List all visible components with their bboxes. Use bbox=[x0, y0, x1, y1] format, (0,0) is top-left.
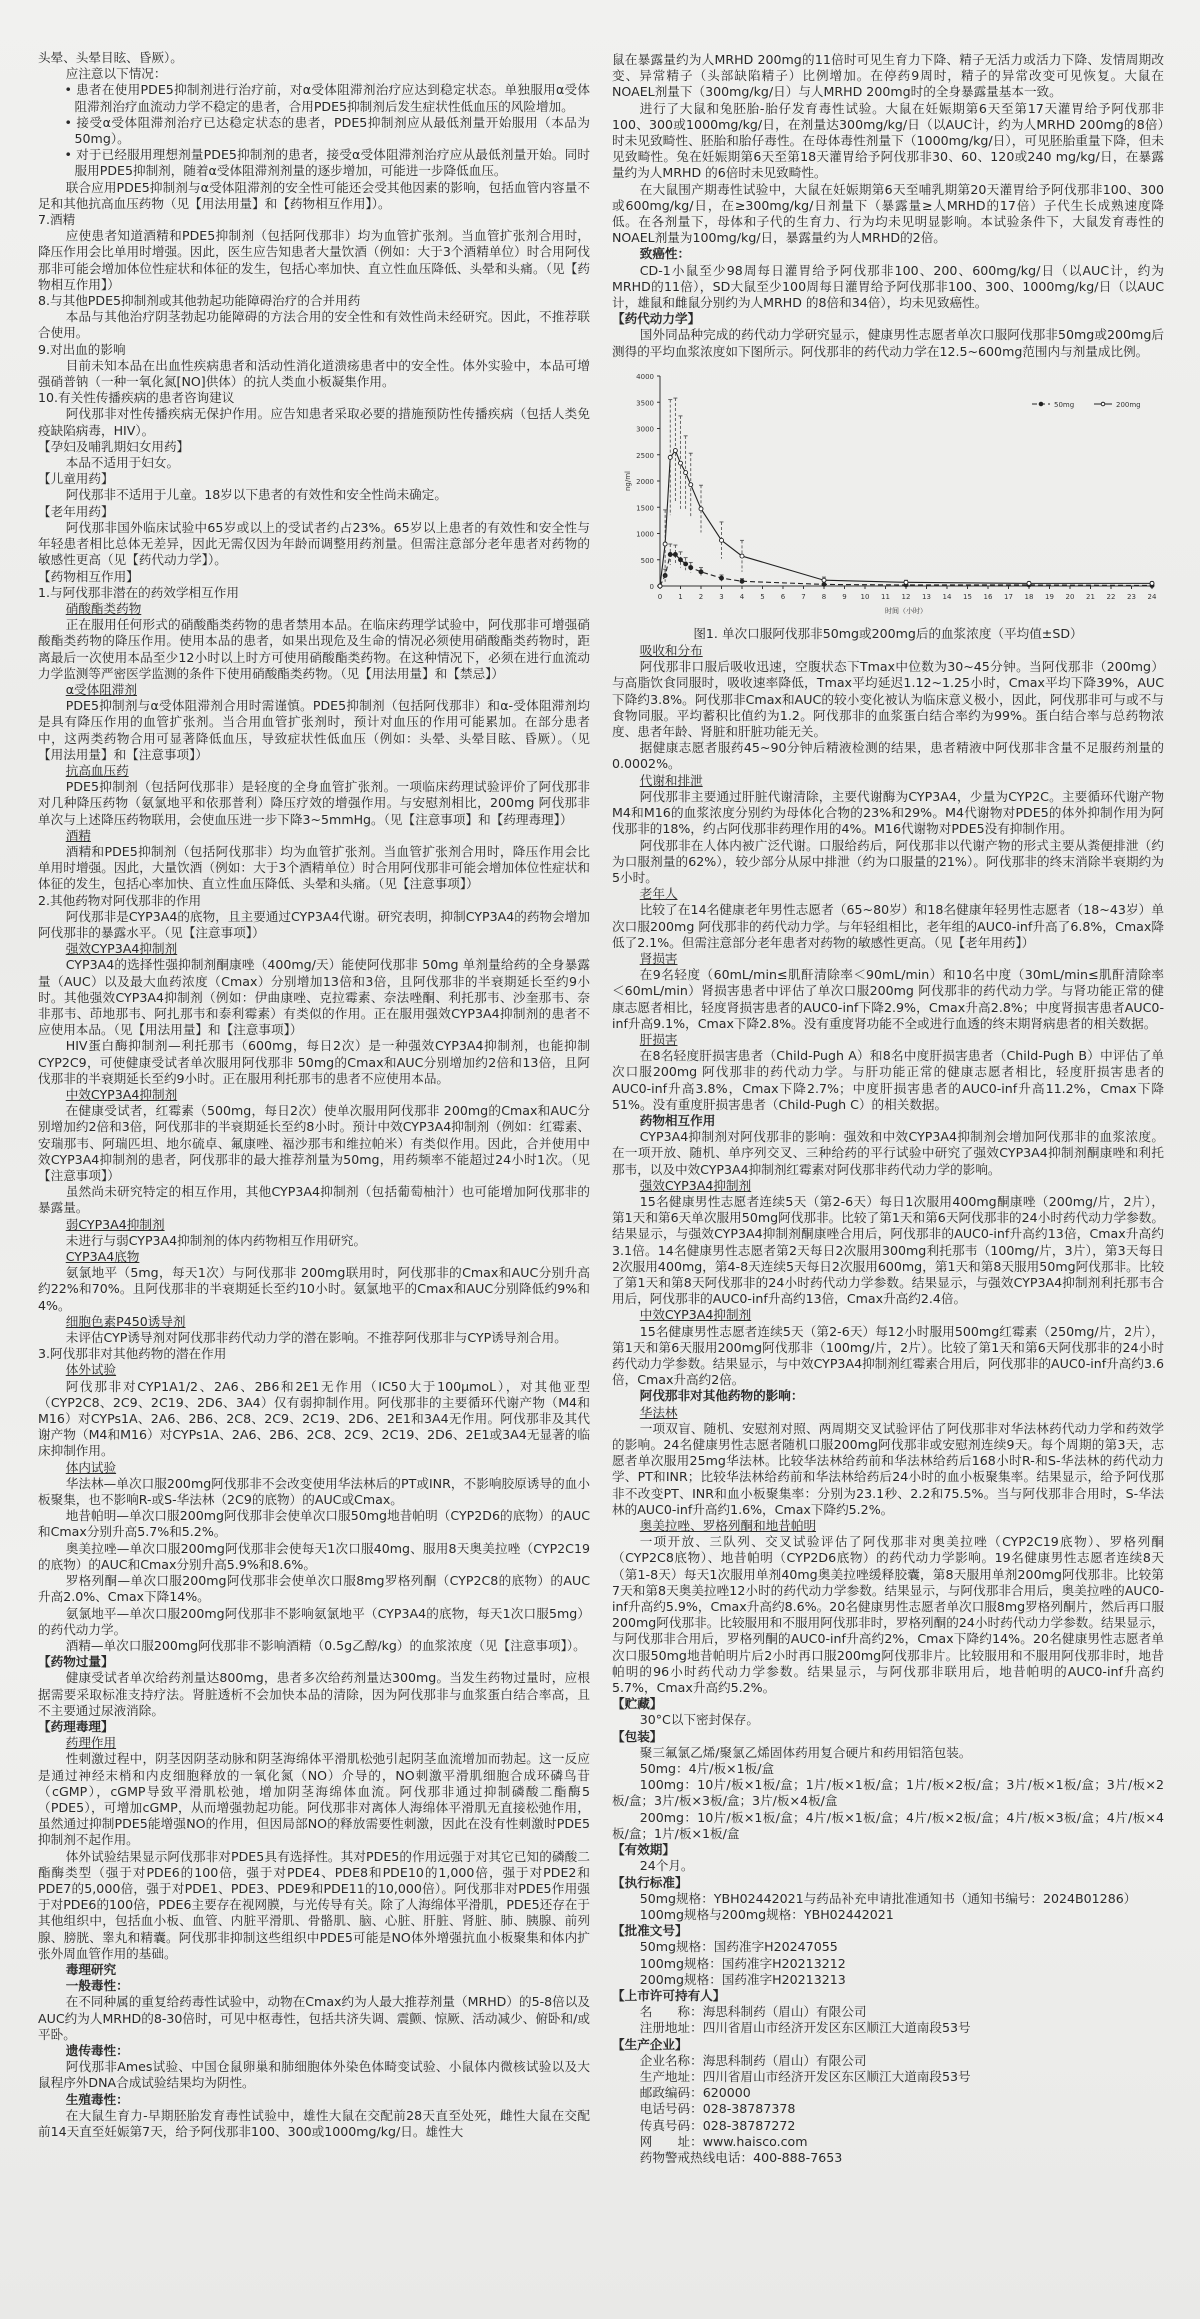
paragraph: 应注意以下情况： bbox=[65, 66, 167, 82]
paragraph: 氨氯地平（5mg，每天1次）与阿伐那非 200mg联用时，阿伐那非的Cmax和AUC分别升高约22%和70%。且阿伐那非的半衰期延长至约10小时。氨氯地平的Cmax和AUC分别降低约9%和4%。 bbox=[38, 1265, 590, 1313]
paragraph: 国外同品种完成的药代动力学研究显示，健康男性志愿者单次口服阿伐那非50mg或200mg后测得的平均血浆浓度如下图所示。阿伐那非的药代动力学在12.5~600mg范围内与剂量成比例。 bbox=[612, 327, 1164, 359]
subheading-text: 奥美拉唑、罗格列酮和地昔帕明 bbox=[639, 1518, 817, 1534]
chart-caption: 图1. 单次口服阿伐那非50mg或200mg后的血浆浓度（平均值±SD） bbox=[693, 625, 1083, 641]
subheading-text: 代谢和排泄 bbox=[639, 772, 703, 788]
info-line: 名 称：海思科制药（眉山）有限公司 bbox=[639, 2004, 867, 2020]
data-point-50mg bbox=[684, 562, 688, 566]
info-line: 注册地址：四川省眉山市经济开发区东区顺江大道南段53号 bbox=[639, 2020, 971, 2036]
paragraph: 酒精—单次口服200mg阿伐那非不影响酒精（0.5g乙醇/kg）的血浆浓度（见【注意事项】）。 bbox=[65, 1637, 586, 1653]
y-tick-label: 1000 bbox=[636, 530, 654, 539]
subheading bbox=[38, 1362, 590, 1378]
subheading bbox=[612, 951, 1164, 967]
subheading-text: 华法林 bbox=[639, 1404, 678, 1420]
bold-label: 遗传毒性： bbox=[65, 2042, 129, 2058]
x-tick-label: 12 bbox=[901, 592, 911, 601]
data-point-50mg bbox=[699, 570, 703, 574]
left-column bbox=[38, 50, 590, 2140]
data-point-200mg bbox=[684, 470, 688, 474]
data-point-50mg bbox=[689, 565, 693, 569]
subheading-text: 肝损害 bbox=[639, 1031, 678, 1047]
y-axis-label: ng/ml bbox=[624, 470, 632, 491]
subheading bbox=[38, 828, 590, 844]
section-heading: 【药物相互作用】 bbox=[38, 568, 139, 584]
paragraph: 性刺激过程中，阴茎因阴茎动脉和阴茎海绵体平滑肌松弛引起阴茎血流增加而勃起。这一反应是通过神经末梢和内皮细胞释放的一氧化氮（NO）介导的，NO刺激平滑肌细胞合成环磷鸟苷（cGMP），cGMP导致平滑肌松弛，增加阴茎海绵体血流。阿伐那非通过抑制磷酸二酯酶5（PDE5），可增加cGMP，从而增强勃起功能。阿伐那非对离体人海绵体平滑肌无直接松弛作用，虽然通过抑制PDE5能增强NO的作用，但因局部NO的释放需要性刺激，因此在没有性刺激时PDE5抑制剂不起作用。 bbox=[38, 1751, 590, 1848]
section-heading: 【执行标准】 bbox=[612, 1874, 688, 1890]
paragraph: 奥美拉唑—单次口服200mg阿伐那非会使每天1次口服40mg、服用8天奥美拉唑（CYP2C19的底物）的AUC和Cmax分别升高5.9%和8.6%。 bbox=[38, 1540, 590, 1572]
y-tick-label: 3000 bbox=[636, 425, 654, 434]
paragraph: 华法林—单次口服200mg阿伐那非不会改变使用华法林后的PT或INR，不影响胶原诱导的血小板聚集，也不影响R-或S-华法林（2C9的底物）的AUC或Cmax。 bbox=[38, 1475, 590, 1508]
bold-label: 致癌性： bbox=[639, 246, 691, 262]
paragraph: 正在服用任何形式的硝酸酯类药物的患者禁用本品。在临床药理学试验中，阿伐那非可增强硝酸酯类药物的降压作用。使用本品的患者，如果出现危及生命的情况必须使用硝酸酯类药物时，距离最后一次使用本品至少12小时以上时方可使用硝酸酯类药物。在这种情况下，必须在进行血流动力学监测等严密医学监测的条件下使用硝酸酯类药物。（见【用法用量】和【禁忌】） bbox=[38, 617, 590, 681]
bullet-item: • 接受α受体阻滞剂治疗已达稳定状态的患者，PDE5抑制剂应从最低剂量开始服用（本品为50mg）。 bbox=[38, 115, 590, 147]
bold-label: 一般毒性： bbox=[65, 1978, 129, 1994]
x-tick-label: 0 bbox=[657, 592, 663, 601]
paragraph: 健康受试者单次给药剂量达800mg，患者多次给药剂量达300mg。当发生药物过量时，应根据需要采取标准支持疗法。肾脏透析不会加快本品的清除，因为阿伐那非与血浆蛋白结合率高，且不主要通过尿液消除。 bbox=[38, 1670, 590, 1718]
info-line: 邮政编码：620000 bbox=[639, 2085, 751, 2101]
section-heading: 【上市许可持有人】 bbox=[612, 1987, 726, 2003]
paragraph: 一项开放、三队列、交叉试验评估了阿伐那非对奥美拉唑（CYP2C19底物）、罗格列酮（CYP2C8底物）、地昔帕明（CYP2D6底物）的药代动力学影响。19名健康男性志愿者连续8天（第1-8天）每天1次服用单剂40mg奥美拉唑缓释胶囊，第8天服用单剂200mg阿伐那非。比较第7天和第8天奥美拉唑12小时的药代动力学参数。结果显示，与阿伐那非合用后，奥美拉唑的AUC0-inf升高约5.9%，Cmax升高约8.6%。20名健康男性志愿者单次口服8mg罗格列酮片，然后再口服200mg阿伐那非。比较服用和不服用阿伐那非时，罗格列酮的24小时药代动力学参数。结果显示，与阿伐那非合用后，罗格列酮的AUC0-inf升高约2%，Cmax下降约14%。20名健康男性志愿者单次口服50mg地昔帕明片后2小时再口服200mg阿伐那非片。比较服用和不服用阿伐那非时，地昔帕明的96小时药代动力学参数。结果显示，与阿伐那非联用后，地昔帕明的AUC0-inf升高约5.7%，Cmax升高约5.2%。 bbox=[612, 1534, 1164, 1696]
info-line: 50mg规格：国药准字H20247055 bbox=[639, 1939, 838, 1955]
paragraph: 应使患者知道酒精和PDE5抑制剂（包括阿伐那非）均为血管扩张剂。当血管扩张剂合用时，降压作用会比单用时增强。因此，医生应告知患者大量饮酒（例如：大于3个酒精单位）时合用阿伐那非可能会增加体位性症状和体征的发生，包括心率加快、直立性血压降低、头晕和头痛。（见【药物相互作用】） bbox=[38, 228, 590, 292]
numbered-heading: 7.酒精 bbox=[38, 212, 76, 228]
subheading bbox=[38, 1460, 590, 1476]
paragraph: 阿伐那非不适用于儿童。18岁以下患者的有效性和安全性尚未确定。 bbox=[65, 487, 447, 503]
data-point-50mg bbox=[679, 558, 683, 562]
right-column-bottom-text bbox=[612, 643, 1164, 2166]
paragraph-continued: 鼠在暴露量约为人MRHD 200mg的11倍时可见生育力下降、精子无活力或活力下降、发情周期改变、异常精子（头部缺陷精子）比例增加。在停药9周时，精子的异常改变可见恢复。大鼠在NOAEL剂量下（300mg/kg/日）与人MRHD 200mg时的全身暴露量基本一致。 bbox=[612, 52, 1164, 100]
numbered-heading: 3.阿伐那非对其他药物的潜在作用 bbox=[38, 1346, 227, 1362]
subheading bbox=[612, 643, 1164, 659]
x-tick-label: 20 bbox=[1065, 592, 1075, 601]
subheading-text: α受体阻滞剂 bbox=[65, 681, 137, 697]
paragraph: 虽然尚未研究特定的相互作用，其他CYP3A4抑制剂（包括葡萄柚汁）也可能增加阿伐那非的暴露量。 bbox=[38, 1184, 590, 1216]
paragraph: 100mg：10片/板×1板/盒；1片/板×1板/盒；1片/板×2板/盒；3片/板×1板/盒；3片/板×2板/盒；3片/板×3板/盒；3片/板×4板/盒 bbox=[612, 1777, 1164, 1809]
info-line: 聚三氟氯乙烯/聚氯乙烯固体药用复合硬片和药用铝箔包装。 bbox=[639, 1744, 972, 1760]
info-line: 24个月。 bbox=[639, 1858, 694, 1874]
bold-label: 毒理研究 bbox=[65, 1961, 117, 1977]
data-point-200mg bbox=[663, 542, 667, 546]
section-heading: 【儿童用药】 bbox=[38, 471, 114, 487]
subheading-text: 中效CYP3A4抑制剂 bbox=[639, 1307, 752, 1323]
info-line: 30°C以下密封保存。 bbox=[639, 1712, 759, 1728]
subheading-text: 强效CYP3A4抑制剂 bbox=[65, 941, 178, 957]
x-tick-label: 1 bbox=[678, 592, 683, 601]
section-heading: 【生产企业】 bbox=[612, 2036, 688, 2052]
x-tick-label: 4 bbox=[739, 592, 745, 601]
paragraph: 阿伐那非在人体内被广泛代谢。口服给药后，阿伐那非以代谢产物的形式主要从粪便排泄（约为口服剂量的62%），较少部分从尿中排泄（约为口服量的21%）。阿伐那非的终末消除半衰期约为5小时。 bbox=[612, 837, 1164, 885]
bold-label: 药物相互作用 bbox=[639, 1112, 716, 1128]
info-line: 50mg：4片/板×1板/盒 bbox=[639, 1761, 775, 1777]
right-column-top-text bbox=[612, 52, 1164, 360]
x-axis-label: 时间（小时） bbox=[885, 606, 927, 615]
subheading-text: CYP3A4底物 bbox=[65, 1249, 140, 1265]
plasma-concentration-chart bbox=[612, 364, 1164, 626]
info-line: 生产地址：四川省眉山市经济开发区东区顺江大道南段53号 bbox=[639, 2068, 971, 2084]
data-point-50mg bbox=[740, 579, 744, 583]
bullet-item: • 对于已经服用理想剂量PDE5抑制剂的患者，接受α受体阻滞剂治疗应从最低剂量开始。同时服用PDE5抑制剂，随着α受体阻滞剂剂量的逐步增加，可能进一步降低血压。 bbox=[38, 147, 590, 179]
y-tick-label: 1500 bbox=[636, 504, 654, 513]
subheading bbox=[38, 682, 590, 698]
bold-label: 阿伐那非对其他药物的影响： bbox=[639, 1388, 804, 1404]
section-heading: 【有效期】 bbox=[612, 1842, 675, 1858]
y-tick-label: 4000 bbox=[636, 372, 654, 381]
paragraph: 在大鼠围产期毒性试验中，大鼠在妊娠期第6天至哺乳期第20天灌胃给予阿伐那非100、300或600mg/kg/日，在≥300mg/kg/日剂量下（暴露量≥人MRHD的17倍）子代生长成熟速度降低。在各剂量下，母体和子代的生育力、行为均未见明显影响。本试验条件下，大鼠发育毒性的NOAEL剂量为100mg/kg/日，暴露量约为人MRHD的2倍。 bbox=[612, 181, 1164, 246]
info-line: 100mg规格：国药准字H20213212 bbox=[639, 1955, 846, 1971]
paragraph: 在大鼠生育力-早期胚胎发育毒性试验中，雄性大鼠在交配前28天直至处死，雌性大鼠在交配前14天直至妊娠第7天，给予阿伐那非100、300或1000mg/kg/日。雄性大 bbox=[38, 2107, 590, 2139]
subheading-text: 药理作用 bbox=[65, 1735, 117, 1751]
x-tick-label: 21 bbox=[1086, 592, 1095, 601]
info-line: 药物警戒热线电话：400-888-7653 bbox=[639, 2149, 843, 2165]
x-tick-label: 14 bbox=[942, 592, 952, 601]
y-tick-label: 2500 bbox=[636, 451, 654, 460]
subheading bbox=[612, 1178, 1164, 1194]
legend-label: 200mg bbox=[1116, 400, 1141, 409]
data-point-200mg bbox=[658, 584, 662, 588]
data-point-50mg bbox=[720, 576, 724, 580]
paragraph: CYP3A4的选择性强抑制剂酮康唑（400mg/天）能使阿伐那非 50mg 单剂量给药的全身暴露量（AUC）以及最大血药浓度（Cmax）分别增加13倍和3倍，且阿伐那非的半衰期延长至约9小时。其他强效CYP3A4抑制剂（例如：伊曲康唑、克拉霉素、奈法唑酮、利托那韦、沙奎那韦、奈非那韦、茚地那韦、阿扎那韦和泰利霉素）有类似的作用。正在服用强效CYP3A4抑制剂的患者不应使用本品。（见【用法用量】和【注意事项】） bbox=[38, 957, 590, 1038]
data-point-200mg bbox=[1027, 581, 1031, 585]
paragraph: 阿伐那非对CYP1A1/2、2A6、2B6和2E1无作用（IC50大于100μmoL），对其他亚型（CYP2C8、2C9、2C19、2D6、3A4）仅有弱抑制作用。阿伐那非的主要循环代谢产物（M4和M16）对CYPs1A、2A6、2B6、2C8、2C9、2C19、2D6、2E1和3A4无作用。阿伐那非及其代谢产物（M4和M16）对CYPs1A、2A6、2B6、2C8、2C9、2C19、2D6、2E1或3A4无显著的临床抑制作用。 bbox=[38, 1378, 590, 1459]
paragraph: 阿伐那非国外临床试验中65岁或以上的受试者约占23%。65岁以上患者的有效性和安全性与年轻患者相比总体无差异，因此无需仅因为年龄而调整用药剂量。但需注意部分老年患者对药物的敏感性更高（见【药代动力学】）。 bbox=[38, 519, 590, 568]
paragraph: CYP3A4抑制剂对阿伐那非的影响：强效和中效CYP3A4抑制剂会增加阿伐那非的血浆浓度。在一项开放、随机、单序列交叉、三种给药的平行试验中研究了强效CYP3A4抑制剂酮康唑和利托那韦，以及中效CYP3A4抑制剂红霉素对阿伐那非药代动力学的影响。 bbox=[612, 1129, 1164, 1177]
legend-marker-200mg bbox=[1101, 402, 1105, 406]
paragraph: PDE5抑制剂与α受体阻滞剂合用时需谨慎。PDE5抑制剂（包括阿伐那非）和α-受体阻滞剂均是具有降压作用的血管扩张剂。当合用血管扩张剂时，预计对血压的作用可能累加。在部分患者中，这两类药物合用可显著降低血压，导致症状性低血压（例如：头晕、头晕目眩、昏厥）。（见【用法用量】和【注意事项】） bbox=[38, 698, 590, 762]
y-tick-label: 0 bbox=[649, 582, 654, 591]
paragraph: 阿伐那非是CYP3A4的底物，且主要通过CYP3A4代谢。研究表明，抑制CYP3A4的药物会增加阿伐那非的暴露水平。（见【注意事项】） bbox=[38, 908, 590, 940]
paragraph: 15名健康男性志愿者连续5天（第2-6天）每日1次服用400mg酮康唑（200mg/片，2片），第1天和第6天单次服用50mg阿伐那非。比较了第1天和第6天阿伐那非的24小时药代动力学参数。结果显示，与强效CYP3A4抑制剂酮康唑合用后，阿伐那非的AUC0-inf升高约13倍，Cmax升高约3.1倍。14名健康男性志愿者第2天每日2次服用300mg利托那韦（100mg/片，3片），第3天每日2次服用400mg，第4-8天连续5天每日2次服用600mg，第1天和第8天服用50mg阿伐那非。比较了第1天和第8天阿伐那非的24小时药代动力学参数。结果显示，与强效CYP3A4抑制剂利托那韦合用后，阿伐那非的AUC0-inf升高约13倍，Cmax升高约2.4倍。 bbox=[612, 1193, 1164, 1307]
paragraph: 200mg：10片/板×1板/盒；4片/板×1板/盒；4片/板×2板/盒；4片/板×3板/盒；4片/板×4板/盒；1片/板×1板/盒 bbox=[612, 1809, 1164, 1841]
y-tick-label: 3500 bbox=[636, 399, 654, 408]
section-heading: 【贮藏】 bbox=[612, 1696, 663, 1712]
x-tick-label: 9 bbox=[842, 592, 847, 601]
legend-label: 50mg bbox=[1054, 400, 1075, 409]
subheading bbox=[38, 763, 590, 779]
x-tick-label: 7 bbox=[801, 592, 806, 601]
section-heading: 【药代动力学】 bbox=[612, 311, 701, 327]
x-tick-label: 18 bbox=[1024, 592, 1034, 601]
paragraph: 氨氯地平—单次口服200mg阿伐那非不影响氨氯地平（CYP3A4的底物，每天1次口服5mg）的药代动力学。 bbox=[38, 1605, 590, 1637]
x-tick-label: 22 bbox=[1106, 592, 1116, 601]
data-point-200mg bbox=[720, 538, 724, 542]
bold-label: 生殖毒性： bbox=[65, 2091, 129, 2107]
subheading-text: 吸收和分布 bbox=[639, 643, 703, 659]
x-tick-label: 3 bbox=[719, 592, 724, 601]
data-point-50mg bbox=[668, 552, 672, 556]
x-tick-label: 13 bbox=[922, 592, 931, 601]
paragraph: 阿伐那非口服后吸收迅速，空腹状态下Tmax中位数为30~45分钟。当阿伐那非（200mg）与高脂饮食同服时，吸收速率降低，Tmax平均延迟1.12~1.25小时，Cmax平均下降39%，AUC下降约3.8%。阿伐那非Cmax和AUC的较小变化被认为临床意义极小，因此，阿伐那非可与或不与食物同服。平均蓄积比值约为1.2。阿伐那非的血浆蛋白结合率约为99%。蛋白结合率与总药物浓度、患者年龄、肾脏和肝脏功能无关。 bbox=[612, 659, 1164, 740]
subheading bbox=[38, 1735, 590, 1751]
legend-marker-50mg bbox=[1039, 402, 1043, 406]
data-point-200mg bbox=[668, 455, 672, 459]
subheading bbox=[38, 1087, 590, 1103]
info-line: 企业名称：海思科制药（眉山）有限公司 bbox=[639, 2052, 867, 2068]
paragraph: 未进行与弱CYP3A4抑制剂的体内药物相互作用研究。 bbox=[65, 1232, 367, 1248]
section-heading: 【孕妇及哺乳期妇女用药】 bbox=[38, 438, 190, 454]
numbered-heading: 1.与阿伐那非潜在的药效学相互作用 bbox=[38, 584, 239, 600]
paragraph: 一项双盲、随机、安慰剂对照、两周期交叉试验评估了阿伐那非对华法林药代动力学和药效学的影响。24名健康男性志愿者随机口服200mg阿伐那非或安慰剂连续9天。每个周期的第3天，志愿者单次服用25mg华法林。比较华法林给药前和华法林给药后168小时R-和S-华法林的药代动力学、PT和INR；比较华法林给药前和华法林给药后24小时的血小板聚集率。结果显示，给予阿伐那非不改变PT、INR和血小板聚集率：分别为23.1秒、2.2和75.5%。当与阿伐那非合用时，S-华法林的AUC0-inf升高约1.6%，Cmax下降约5.2%。 bbox=[612, 1420, 1164, 1517]
subheading bbox=[612, 1405, 1164, 1421]
paragraph: 目前未知本品在出血性疾病患者和活动性消化道溃疡患者中的安全性。体外实验中，本品可增强硝普钠（一种一氧化氮[NO]供体）的抗人类血小板凝集作用。 bbox=[38, 357, 590, 390]
data-point-200mg bbox=[689, 483, 693, 487]
subheading-text: 老年人 bbox=[639, 886, 678, 902]
info-line: 200mg规格：国药准字H20213213 bbox=[639, 1971, 846, 1987]
subheading-text: 酒精 bbox=[65, 827, 91, 843]
subheading bbox=[38, 1217, 590, 1233]
info-line: 电话号码：028-38787378 bbox=[639, 2101, 796, 2117]
paragraph: HIV蛋白酶抑制剂—利托那韦（600mg，每日2次）是一种强效CYP3A4抑制剂，也能抑制CYP2C9，可使健康受试者单次服用阿伐那非 50mg的Cmax和AUC分别增加约2倍和13倍，且阿伐那非的半衰期延长至约9小时。正在服用利托那韦的患者不应使用本品。 bbox=[38, 1038, 590, 1086]
paragraph: 阿伐那非主要通过肝脏代谢清除，主要代谢酶为CYP3A4，少量为CYP2C。主要循环代谢产物M4和M16的血浆浓度分别约为母体化合物的23%和29%。M4代谢物对PDE5的体外抑制作用为阿伐那非的18%，约占阿伐那非药理作用的4%。M16代谢物对PDE5没有抑制作用。 bbox=[612, 788, 1164, 837]
numbered-heading: 9.对出血的影响 bbox=[38, 341, 126, 357]
subheading bbox=[612, 886, 1164, 902]
series-line-200mg bbox=[660, 450, 1152, 585]
paragraph: 阿伐那非Ames试验、中国仓鼠卵巢和肺细胞体外染色体畸变试验、小鼠体内微核试验以及大鼠程序外DNA合成试验结果均为阴性。 bbox=[38, 2059, 590, 2091]
data-point-200mg bbox=[904, 580, 908, 584]
subheading bbox=[612, 1518, 1164, 1534]
paragraph: 酒精和PDE5抑制剂（包括阿伐那非）均为血管扩张剂。当血管扩张剂合用时，降压作用会比单用时增强。因此，大量饮酒（例如：大于3个酒精单位）时合用阿伐那非可能会增加体位性症状和体征的发生，包括心率加快、直立性血压降低、头晕和头痛。（见【注意事项】） bbox=[38, 843, 590, 892]
subheading-text: 体内试验 bbox=[65, 1459, 117, 1475]
x-tick-label: 19 bbox=[1045, 592, 1054, 601]
paragraph: 在8名轻度肝损害患者（Child-Pugh A）和8名中度肝损害患者（Child-Pugh B）中评估了单次口服200mg 阿伐那非的药代动力学。与肝功能正常的健康志愿者相比，轻度肝损害患者的AUC0-inf升高3.8%，Cmax下降2.7%；中度肝损害患者的AUC0-inf升高11.2%，Cmax下降51%。没有重度肝损害患者（Child-Pugh C）的相关数据。 bbox=[612, 1048, 1164, 1112]
paragraph-continued: 头晕、头晕目眩、昏厥）。 bbox=[38, 50, 183, 65]
subheading-text: 抗高血压药 bbox=[65, 762, 129, 778]
x-tick-label: 16 bbox=[983, 592, 993, 601]
subheading-text: 肾损害 bbox=[639, 950, 678, 966]
subheading-text: 中效CYP3A4抑制剂 bbox=[65, 1087, 178, 1102]
data-point-200mg bbox=[740, 554, 744, 558]
info-line: 传真号码：028-38787272 bbox=[639, 2117, 796, 2133]
subheading bbox=[38, 1249, 590, 1265]
x-tick-label: 17 bbox=[1004, 592, 1013, 601]
paragraph: 在健康受试者，红霉素（500mg，每日2次）使单次服用阿伐那非 200mg的Cmax和AUC分别增加约2倍和3倍，阿伐那非的半衰期延长至约8小时。预计中效CYP3A4抑制剂（例如：红霉素、安瑞那韦、阿瑞匹坦、地尔硫卓、氟康唑、福沙那韦和维拉帕米）有类似作用。因此，合并使用中效CYP3A4抑制剂的患者，阿伐那非的最大推荐剂量为50mg，用药频率不能超过24小时1次。（见【注意事项】） bbox=[38, 1103, 590, 1184]
data-point-200mg bbox=[699, 507, 703, 511]
paragraph: 本品不适用于妇女。 bbox=[65, 455, 180, 471]
subheading bbox=[612, 1032, 1164, 1048]
x-tick-label: 11 bbox=[881, 592, 890, 601]
section-heading: 【药理毒理】 bbox=[38, 1718, 114, 1734]
x-tick-label: 6 bbox=[780, 592, 786, 601]
subheading bbox=[612, 1307, 1164, 1323]
y-tick-label: 500 bbox=[640, 556, 654, 565]
paragraph: CD-1小鼠至少98周每日灌胃给予阿伐那非100、200、600mg/kg/日（以AUC计，约为MRHD的11倍），SD大鼠至少100周每日灌胃给予阿伐那非100、300、1000mg/kg/日（以AUC计，雄鼠和雌鼠分别约为人MRHD 的8倍和34倍），均未见致癌性。 bbox=[612, 262, 1164, 311]
section-heading: 【包装】 bbox=[612, 1728, 663, 1744]
info-line: 网 址：www.haisco.com bbox=[639, 2133, 808, 2149]
subheading-text: 弱CYP3A4抑制剂 bbox=[65, 1216, 165, 1232]
data-point-200mg bbox=[1150, 581, 1154, 585]
section-heading: 【老年用药】 bbox=[38, 503, 114, 519]
x-tick-label: 24 bbox=[1147, 592, 1157, 601]
x-tick-label: 2 bbox=[698, 592, 704, 601]
paragraph: 未评估CYP诱导剂对阿伐那非药代动力学的潜在影响。不推荐阿伐那非与CYP诱导剂合用。 bbox=[65, 1330, 567, 1346]
numbered-heading: 2.其他药物对阿伐那非的作用 bbox=[38, 892, 202, 908]
section-heading: 【药物过量】 bbox=[38, 1654, 114, 1670]
subheading-text: 强效CYP3A4抑制剂 bbox=[639, 1177, 752, 1193]
subheading-text: 体外试验 bbox=[65, 1362, 117, 1378]
x-tick-label: 10 bbox=[860, 592, 870, 601]
paragraph: 15名健康男性志愿者连续5天（第2-6天）每12小时服用500mg红霉素（250mg/片，2片），第1天和第6天服用200mg阿伐那非（100mg/片，2片）。比较了第1天和第6天阿伐那非的24小时药代动力学参数。结果显示，与中效CYP3A4抑制剂红霉素合用后，阿伐那非的AUC0-inf升高约3.6倍，Cmax升高约2倍。 bbox=[612, 1323, 1164, 1388]
x-tick-label: 8 bbox=[821, 592, 827, 601]
subheading bbox=[38, 941, 590, 957]
paragraph: 阿伐那非对性传播疾病无保护作用。应告知患者采取必要的措施预防性传播疾病（包括人类免疫缺陷病毒，HIV）。 bbox=[38, 406, 590, 438]
paragraph: 地昔帕明—单次口服200mg阿伐那非会使单次口服50mg地昔帕明（CYP2D6的底物）的AUC和Cmax分别升高5.7%和5.2%。 bbox=[38, 1508, 590, 1540]
section-heading: 【批准文号】 bbox=[612, 1923, 688, 1939]
data-point-200mg bbox=[822, 578, 826, 582]
numbered-heading: 10.有关性传播疾病的患者咨询建议 bbox=[38, 390, 235, 406]
paragraph: 体外试验结果显示阿伐那非对PDE5具有选择性。其对PDE5的作用远强于对其它已知的磷酸二酯酶类型（强于对PDE6的100倍，强于对PDE4、PDE8和PDE10的1,000倍，强于对PDE2和PDE7的5,000倍，强于对PDE1、PDE3、PDE9和PDE11的10,000倍）。阿伐那非对PDE5作用强于对PDE6的100倍，PDE6主要存在视网膜，与光传导有关。除了人海绵体平滑肌，PDE5还存在于其他组织中，包括血小板、血管、内脏平滑肌、骨骼肌、脑、心脏、肝脏、肾脏、肺、胰腺、前列腺、膀胱、睾丸和精囊。阿伐那非抑制这些组织中PDE5可能是NO体外增强抗血小板聚集和体内扩张外周血管作用的基础。 bbox=[38, 1848, 591, 1961]
data-point-50mg bbox=[673, 552, 677, 556]
paragraph: 比较了在14名健康老年男性志愿者（65~80岁）和18名健康年轻男性志愿者（18~43岁）单次口服200mg 阿伐那非的药代动力学。与年轻组相比，老年组的AUC0-inf升高了6.8%，Cmax降低了2.1%。但需注意部分老年患者对药物的敏感性更高。（见【老年用药】） bbox=[612, 902, 1164, 950]
chart-svg bbox=[612, 364, 1164, 626]
y-tick-label: 2000 bbox=[636, 477, 654, 486]
paragraph: 在9名轻度（60mL/min≤肌酐清除率＜90mL/min）和10名中度（30mL/min≤肌酐清除率＜60mL/min）肾损害患者中评估了单次口服200mg 阿伐那非的药代动力学。与肾功能正常的健康志愿者相比，轻度肾损害患者的AUC0-inf下降2.9%，Cmax升高2.8%；中度肾损害患者AUC0-inf升高9.1%，Cmax下降2.8%。没有重度肾功能不全或进行血透的终末期肾病患者的相关数据。 bbox=[612, 967, 1164, 1031]
subheading bbox=[612, 773, 1164, 789]
info-line: 50mg规格：YBH02442021与药品补充申请批准通知书（通知书编号：2024B01286） bbox=[639, 1890, 1137, 1906]
paragraph: PDE5抑制剂（包括阿伐那非）是轻度的全身血管扩张剂。一项临床药理试验评价了阿伐那非对几种降压药物（氨氯地平和依那普利）降压疗效的增强作用。与安慰剂相比，200mg 阿伐那非单次与上述降压药物联用，会使血压进一步下降3~5mmHg。（见【注意事项】和【药理毒理】） bbox=[38, 779, 590, 827]
paragraph: 在不同种属的重复给药毒性试验中，动物在Cmax约为人最大推荐剂量（MRHD）的5-8倍以及AUC约为人MRHD的8-30倍时，可见中枢毒性，包括共济失调、震颤、惊厥、活动减少、俯卧和/或平卧。 bbox=[38, 1994, 590, 2042]
bullet-item: • 患者在使用PDE5抑制剂进行治疗前，对α受体阻滞剂治疗应达到稳定状态。单独服用α受体阻滞剂治疗血流动力学不稳定的患者，合用PDE5抑制剂后发生症状性低血压的风险增加。 bbox=[38, 82, 590, 114]
data-point-200mg bbox=[673, 448, 677, 452]
data-point-200mg bbox=[679, 461, 683, 465]
paragraph: 联合应用PDE5抑制剂与α受体阻滞剂的安全性可能还会受其他因素的影响，包括血管内容量不足和其他抗高血压药物（见【用法用量】和【药物相互作用】）。 bbox=[38, 179, 590, 211]
info-line: 100mg规格与200mg规格：YBH02442021 bbox=[639, 1906, 894, 1922]
subheading-text: 细胞色素P450诱导剂 bbox=[65, 1313, 186, 1329]
paragraph: 进行了大鼠和兔胚胎-胎仔发育毒性试验。大鼠在妊娠期第6天至第17天灌胃给予阿伐那非100、300或1000mg/kg/日，在剂量达300mg/kg/日（以AUC计，约为人MRHD 200mg的8倍）时未见致畸性、胚胎和胎仔毒性。在母体毒性剂量下（1000mg/kg/日），可见胚胎重量下降，但未见致畸性。兔在妊娠期第6天至第18天灌胃给予阿伐那非30、60、120或240 mg/kg/日，在暴露量约为人MRHD 的6倍时未见致畸性。 bbox=[612, 100, 1164, 181]
x-tick-label: 15 bbox=[963, 592, 972, 601]
subheading-text: 硝酸酯类药物 bbox=[65, 600, 142, 616]
x-tick-label: 23 bbox=[1127, 592, 1136, 601]
x-tick-label: 5 bbox=[760, 592, 765, 601]
subheading bbox=[38, 601, 590, 617]
paragraph: 据健康志愿者服药45~90分钟后精液检测的结果，患者精液中阿伐那非含量不足服药剂量的0.0002%。 bbox=[612, 740, 1164, 772]
paragraph: 本品与其他治疗阴茎勃起功能障碍的方法合用的安全性和有效性尚未经研究。因此，不推荐联合使用。 bbox=[38, 309, 590, 341]
right-column bbox=[612, 52, 1164, 2166]
paragraph: 罗格列酮—单次口服200mg阿伐那非会使单次口服8mg罗格列酮（CYP2C8的底物）的AUC升高2.0%、Cmax下降14%。 bbox=[38, 1573, 590, 1605]
subheading bbox=[38, 1314, 590, 1330]
numbered-heading: 8.与其他PDE5抑制剂或其他勃起功能障碍治疗的合并用药 bbox=[38, 293, 361, 309]
